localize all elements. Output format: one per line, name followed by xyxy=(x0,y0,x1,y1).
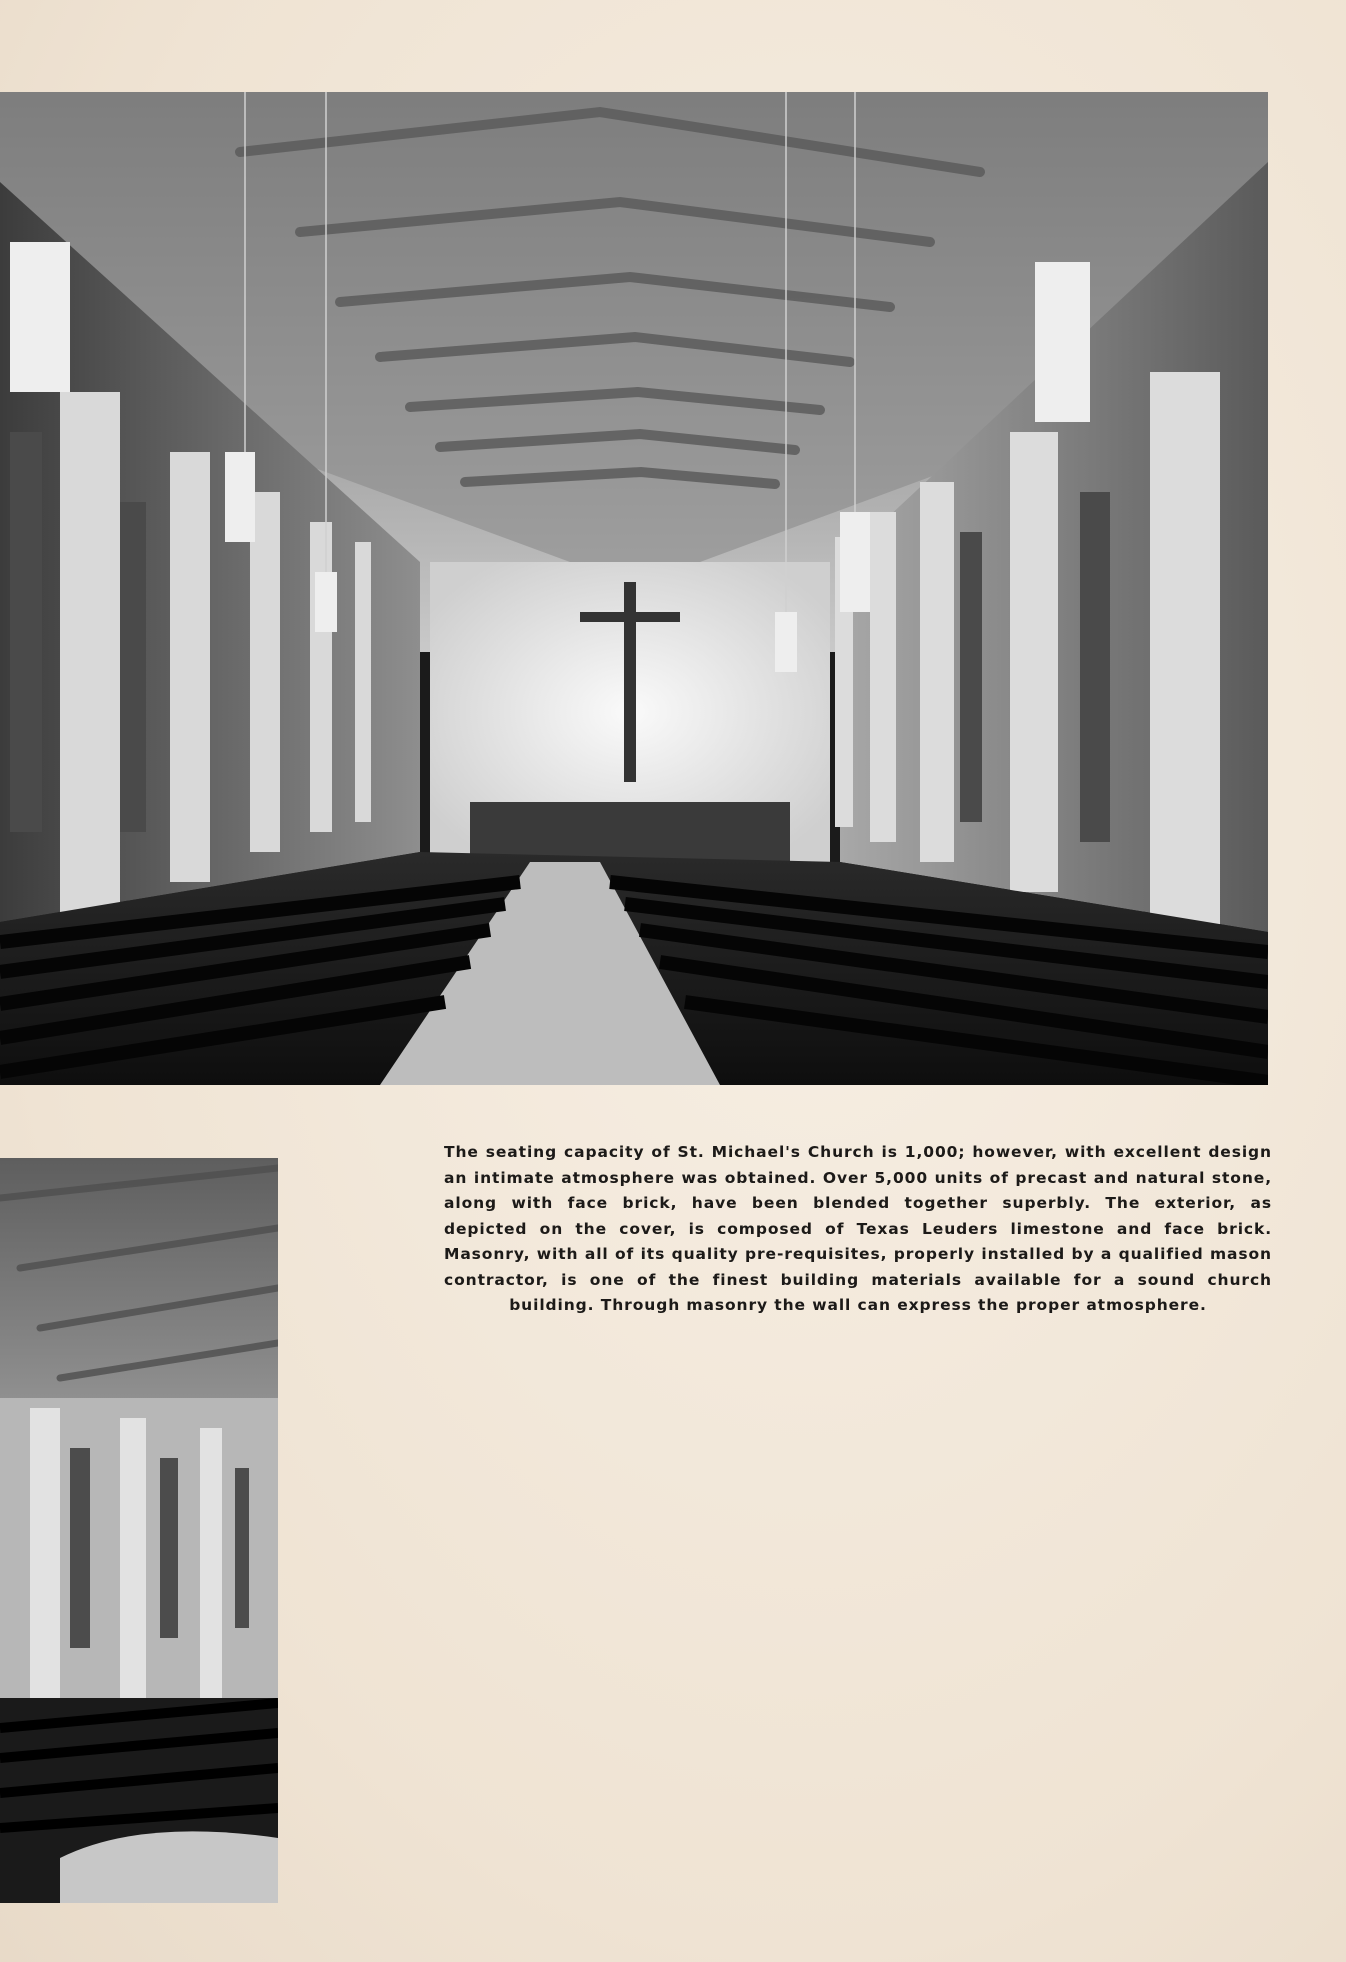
church-interior-illustration xyxy=(0,92,1268,1085)
photo-caption: The seating capacity of St. Michael's Church is 1,000; however, with excellent design an intimate atmosphere was obtained. Over 5,000 units of precast and natural stone, along with face brick, have been blended together superbly. The exterior, as depicted on the cover, is composed of Texas Leuders limestone and face brick. Masonry, with all of its quality pre-requisites, properly installed by a qualified mason contractor, is one of the finest building materials available for a sound church building. Through masonry the wall can express the proper atmosphere. xyxy=(444,1143,1272,1314)
church-interior-photo xyxy=(0,92,1268,1085)
church-side-view-illustration xyxy=(0,1158,278,1903)
church-side-view-photo xyxy=(0,1158,278,1903)
